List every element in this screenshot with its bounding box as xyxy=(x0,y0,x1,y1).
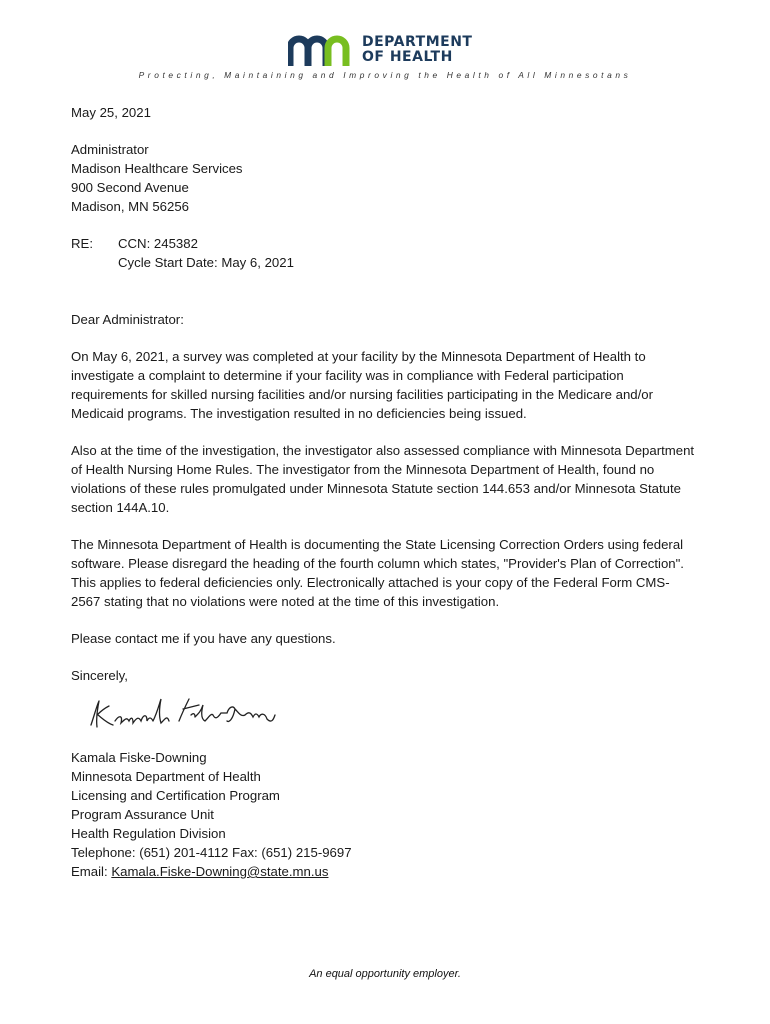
paragraph: The Minnesota Department of Health is documenting the State Licensing Correction Orders using federal software. Please disregard the heading of the fourth column which states, "Provider's Plan of Correction". This applies to federal deficiencies only. Electronically attached is your copy of the Federal Form CMS-2567 stating that no violations were noted at the time of this investigation. xyxy=(71,537,684,609)
logo-wordmark xyxy=(362,35,472,65)
sender-unit: Program Assurance Unit xyxy=(71,807,214,822)
sender-program: Licensing and Certification Program xyxy=(71,788,280,803)
salutation: Dear Administrator: xyxy=(71,312,184,327)
recipient-line: Administrator xyxy=(71,142,149,157)
recipient-address xyxy=(71,140,696,216)
sender-email-line xyxy=(71,862,696,881)
re-ccn: CCN: 245382 xyxy=(118,236,198,251)
email-label: Email: xyxy=(71,864,112,879)
sender-org: Minnesota Department of Health xyxy=(71,769,261,784)
letter-body xyxy=(71,103,696,881)
footer-text: An equal opportunity employer. xyxy=(309,968,461,980)
sender-name: Kamala Fiske-Downing xyxy=(71,750,207,765)
closing: Sincerely, xyxy=(71,668,128,683)
email-link[interactable]: Kamala.Fiske-Downing@state.mn.us xyxy=(111,864,329,879)
tagline: Protecting, Maintaining and Improving the Health of All Minnesotans xyxy=(138,70,632,80)
re-label: RE: xyxy=(71,236,93,251)
paragraph: Also at the time of the investigation, the investigator also assessed compliance with Minnesota Department of Health Nursing Home Rules. The investigator from the Minnesota Department of Health, found no violations of these rules promulgated under Minnesota Statute section 144.653 and/or Minnesota Statute section 144A.10. xyxy=(71,443,695,515)
re-cycle-date: Cycle Start Date: May 6, 2021 xyxy=(118,255,294,270)
paragraph: On May 6, 2021, a survey was completed at your facility by the Minnesota Department of Health to investigate a complaint to determine if your facility was in compliance with Federal participation requirements for skilled nursing facilities and/or nursing facilities participating in the Medicare and/or Medicaid programs. The investigation resulted in no deficiencies being issued. xyxy=(71,349,654,421)
paragraph: Please contact me if you have any questions. xyxy=(71,631,336,646)
logo-line-2: OF HEALTH xyxy=(362,49,453,65)
letterhead xyxy=(0,30,770,90)
re-block xyxy=(71,234,696,272)
sender-block xyxy=(71,748,696,881)
sender-phone: Telephone: (651) 201-4112 Fax: (651) 215-9697 xyxy=(71,845,352,860)
logo-line-1: DEPARTMENT xyxy=(362,34,473,50)
handwritten-signature xyxy=(87,691,277,735)
recipient-line: Madison, MN 56256 xyxy=(71,199,190,214)
recipient-line: 900 Second Avenue xyxy=(71,180,189,195)
sender-division: Health Regulation Division xyxy=(71,826,226,841)
recipient-line: Madison Healthcare Services xyxy=(71,161,243,176)
letter-date: May 25, 2021 xyxy=(71,105,151,120)
